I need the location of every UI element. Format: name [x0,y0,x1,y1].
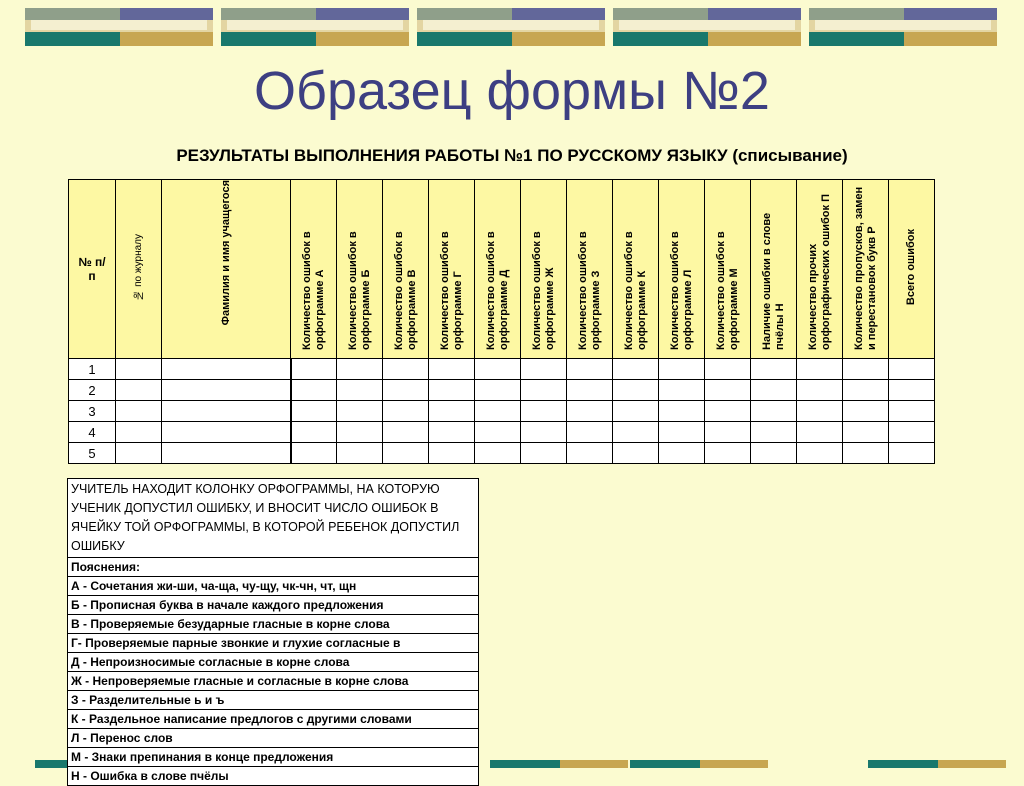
col-header-label: Количество ошибок в орфограмме К [622,231,648,350]
col-header-label: Количество ошибок в орфограмме А [300,231,326,350]
col-header-label: Всего ошибок [905,229,917,306]
legend-note: УЧИТЕЛЬ НАХОДИТ КОЛОНКУ ОРФОГРАММЫ, НА КОТОРУЮ УЧЕНИК ДОПУСТИЛ ОШИБКУ, И ВНОСИТ ЧИСЛО ОШИБОК В ЯЧЕЙКУ ТОЙ ОРФОГРАММЫ, В КОТОРОЙ РЕБЕНОК ДОПУСТИЛ ОШИБКУ [68,479,479,558]
table-cell[interactable] [116,359,162,380]
legend-item: Г- Проверяемые парные звонкие и глухие согласные в [68,634,479,653]
decor-bottom-3 [630,760,768,768]
row-number: 4 [69,422,116,443]
col-header-label: Фамилия и имя учащегося [219,180,232,326]
table-cell[interactable] [429,359,475,380]
col-header-pchely [751,180,797,359]
col-header-orth-v [383,180,429,359]
col-header-label: № п/п [78,255,106,283]
legend-item: В - Проверяемые безударные гласные в корне слова [68,615,479,634]
table-cell[interactable] [659,443,705,464]
table-cell[interactable] [705,380,751,401]
table-cell[interactable] [383,443,429,464]
col-header-name [162,180,291,359]
table-cell[interactable] [613,443,659,464]
table-cell[interactable] [162,443,291,464]
col-header-label: Количество ошибок в орфограмме М [714,231,740,350]
table-row [69,422,935,443]
table-cell[interactable] [383,401,429,422]
table-cell[interactable] [843,401,889,422]
table-cell[interactable] [659,359,705,380]
table-cell[interactable] [429,380,475,401]
table-cell[interactable] [751,401,797,422]
table-cell[interactable] [889,359,935,380]
table-cell[interactable] [843,380,889,401]
results-table [68,179,935,464]
col-header-orth-k [613,180,659,359]
table-cell[interactable] [116,401,162,422]
table-cell[interactable] [383,359,429,380]
table-cell[interactable] [613,359,659,380]
col-header-label: Наличие ошибки в слове пчёлы Н [760,212,786,350]
table-cell[interactable] [429,401,475,422]
table-cell[interactable] [383,380,429,401]
table-cell[interactable] [751,359,797,380]
col-header-label: Количество ошибок в орфограмме Л [668,231,694,350]
col-header-orth-b [337,180,383,359]
table-cell[interactable] [659,401,705,422]
table-cell[interactable] [475,380,521,401]
table-cell[interactable] [383,422,429,443]
table-cell[interactable] [162,401,291,422]
col-header-other [797,180,843,359]
col-header-orth-z [567,180,613,359]
table-cell[interactable] [843,359,889,380]
table-cell[interactable] [889,443,935,464]
table-cell[interactable] [337,359,383,380]
legend-item: М - Знаки препинания в конце предложения [68,748,479,767]
col-header-orth-a [291,180,337,359]
col-header-label: Количество ошибок в орфограмме Б [346,231,372,350]
legend-table [67,478,479,786]
col-header-label: Количество ошибок в орфограмме З [576,231,602,350]
col-header-omissions [843,180,889,359]
table-cell[interactable] [116,443,162,464]
table-cell[interactable] [429,443,475,464]
table-cell[interactable] [337,443,383,464]
table-cell[interactable] [162,422,291,443]
row-number: 2 [69,380,116,401]
table-cell[interactable] [843,422,889,443]
decor-bar-3 [417,8,605,46]
table-cell[interactable] [889,422,935,443]
decor-bar-5 [809,8,997,46]
table-cell[interactable] [889,380,935,401]
legend-heading: Пояснения: [68,558,479,577]
table-cell[interactable] [429,422,475,443]
table-cell[interactable] [521,359,567,380]
table-cell[interactable] [889,401,935,422]
slide-subtitle: РЕЗУЛЬТАТЫ ВЫПОЛНЕНИЯ РАБОТЫ №1 ПО РУССКОМУ ЯЗЫКУ (списывание) [176,146,848,165]
col-header-number [69,180,116,359]
slide-title: Образец формы №2 [254,61,770,121]
table-cell[interactable] [162,359,291,380]
decor-bar-1 [25,8,213,46]
legend-item: А - Сочетания жи-ши, ча-ща, чу-щу, чк-чн, чт, щн [68,577,479,596]
table-cell[interactable] [475,443,521,464]
legend-item: Б - Прописная буква в начале каждого предложения [68,596,479,615]
table-cell[interactable] [162,380,291,401]
table-cell[interactable] [475,422,521,443]
table-cell[interactable] [291,422,337,443]
table-cell[interactable] [797,443,843,464]
table-cell[interactable] [116,422,162,443]
legend-item: К - Раздельное написание предлогов с другими словами [68,710,479,729]
decor-bar-2 [221,8,409,46]
table-cell[interactable] [337,422,383,443]
table-cell[interactable] [521,401,567,422]
table-cell[interactable] [705,401,751,422]
decor-bar-4 [613,8,801,46]
table-row [69,359,935,380]
table-cell[interactable] [705,359,751,380]
table-cell[interactable] [291,401,337,422]
col-header-journal [116,180,162,359]
table-cell[interactable] [797,380,843,401]
legend-item: Д - Непроизносимые согласные в корне слова [68,653,479,672]
col-header-orth-d [475,180,521,359]
table-cell[interactable] [751,443,797,464]
col-header-label: Количество пропусков, замен и перестановок букв Р [852,186,878,350]
table-cell[interactable] [521,380,567,401]
legend-item: Л - Перенос слов [68,729,479,748]
col-header-label: Количество ошибок в орфограмме Ж [530,231,556,350]
table-cell[interactable] [291,359,337,380]
col-header-label: Количество ошибок в орфограмме В [392,231,418,350]
table-cell[interactable] [613,422,659,443]
decor-bottom-4 [868,760,1006,768]
col-header-total [889,180,935,359]
col-header-orth-l [659,180,705,359]
table-row [69,401,935,422]
table-cell[interactable] [705,422,751,443]
table-cell[interactable] [475,401,521,422]
legend-item: З - Разделительные ь и ъ [68,691,479,710]
table-cell[interactable] [567,422,613,443]
col-header-label: Количество ошибок в орфограмме Д [484,231,510,350]
decor-bottom-2 [490,760,628,768]
table-cell[interactable] [521,422,567,443]
table-header-row [69,180,935,359]
table-cell[interactable] [567,380,613,401]
legend-item: Н - Ошибка в слове пчёлы [68,767,479,786]
table-row [69,380,935,401]
legend-item: Ж - Непроверяемые гласные и согласные в корне слова [68,672,479,691]
col-header-orth-zh [521,180,567,359]
table-cell[interactable] [797,401,843,422]
row-number: 1 [69,359,116,380]
col-header-label: № по журналу [133,234,144,301]
table-cell[interactable] [705,443,751,464]
table-cell[interactable] [843,443,889,464]
table-cell[interactable] [751,422,797,443]
table-cell[interactable] [567,359,613,380]
col-header-orth-m [705,180,751,359]
table-cell[interactable] [116,380,162,401]
table-cell[interactable] [567,401,613,422]
table-cell[interactable] [751,380,797,401]
table-cell[interactable] [337,401,383,422]
col-header-label: Количество прочих орфографических ошибок П [806,194,832,350]
table-cell[interactable] [521,443,567,464]
row-number: 5 [69,443,116,464]
table-cell[interactable] [659,380,705,401]
table-cell[interactable] [291,380,337,401]
table-cell[interactable] [659,422,705,443]
table-cell[interactable] [613,401,659,422]
table-cell[interactable] [475,359,521,380]
table-cell[interactable] [797,422,843,443]
table-cell[interactable] [337,380,383,401]
table-cell[interactable] [567,443,613,464]
row-number: 3 [69,401,116,422]
table-cell[interactable] [613,380,659,401]
col-header-label: Количество ошибок в орфограмме Г [438,231,464,350]
table-cell[interactable] [797,359,843,380]
table-row [69,443,935,464]
col-header-orth-g [429,180,475,359]
table-cell[interactable] [291,443,337,464]
